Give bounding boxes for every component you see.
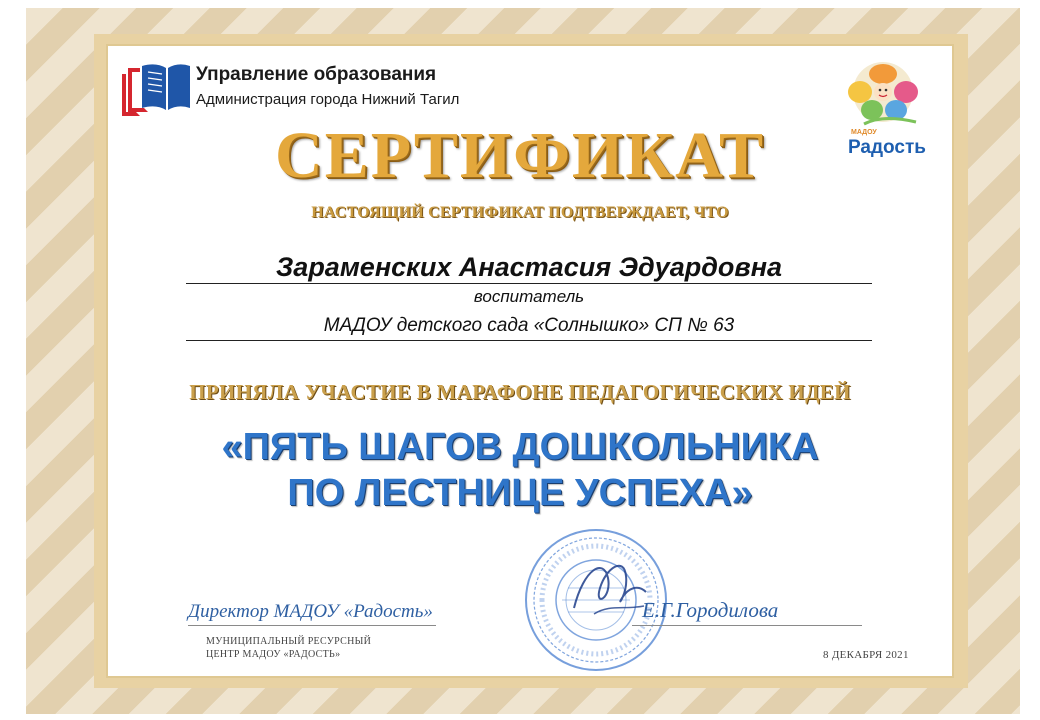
director-name: Е.Г.Городилова — [642, 598, 779, 622]
recipient-organization: МАДОУ детского сада «Солнышко» СП № 63 — [323, 315, 735, 336]
recipient-position: воспитатель — [473, 287, 585, 306]
director-title: Директор МАДОУ «Радость» — [188, 601, 433, 622]
event-title-line-2: ПО ЛЕСТНИЦЕ УСПЕХА» — [287, 472, 753, 514]
director-title-underline — [188, 625, 436, 626]
signature-icon — [564, 548, 654, 628]
book-logo-icon — [118, 60, 192, 118]
event-title-line-1: «ПЯТЬ ШАГОВ ДОШКОЛЬНИКА — [221, 426, 819, 468]
resource-center-line-1: МУНИЦИПАЛЬНЫЙ РЕСУРСНЫЙ — [206, 636, 372, 647]
partner-logo-caption: МАДОУ — [851, 129, 877, 136]
participation-text: ПРИНЯЛА УЧАСТИЕ В МАРАФОНЕ ПЕДАГОГИЧЕСКИХ ИДЕЙ — [189, 380, 851, 404]
partner-logo-name: Радость — [848, 137, 926, 158]
director-name-underline — [632, 625, 862, 626]
certificate-date: 8 ДЕКАБРЯ 2021 — [823, 649, 909, 661]
event-title — [0, 424, 1040, 516]
recipient-name-underline — [186, 283, 872, 284]
org-title: Управление образования — [196, 64, 437, 85]
recipient-name: Зараменских Анастасия Эдуардовна — [275, 252, 783, 282]
recipient-organization-underline — [186, 340, 872, 341]
certificate-title: СЕРТИФИКАТ — [275, 119, 765, 192]
org-subtitle: Администрация города Нижний Тагил — [196, 91, 460, 108]
resource-center-line-2: ЦЕНТР МАДОУ «РАДОСТЬ» — [206, 649, 341, 660]
certificate-confirms-text: НАСТОЯЩИЙ СЕРТИФИКАТ ПОДТВЕРЖДАЕТ, ЧТО — [311, 204, 729, 221]
